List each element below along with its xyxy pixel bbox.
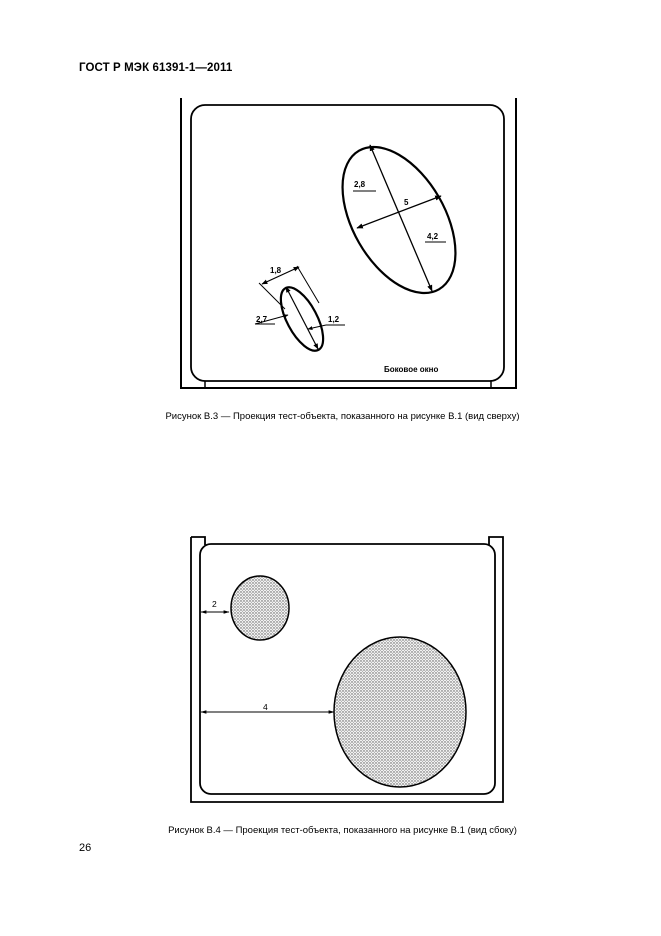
b3-outer-frame <box>181 98 516 388</box>
b3-dim-large-c: 4,2 <box>427 232 439 241</box>
b3-small-ellipse <box>255 266 345 357</box>
b3-side-window-label: Боковое окно <box>384 365 439 374</box>
figure-b3-caption: Рисунок В.3 — Проекция тест-объекта, показанного на рисунке В.1 (вид сверху) <box>165 411 520 422</box>
b3-dim-width: 1,8 <box>270 266 282 275</box>
b4-large-circle <box>201 637 466 787</box>
document-header: ГОСТ Р МЭК 61391-1—2011 <box>79 62 233 74</box>
b3-large-ellipse <box>319 128 479 313</box>
b3-dim-large-a: 2,8 <box>354 180 366 189</box>
b3-dim-small-b: 1,2 <box>328 315 340 324</box>
b3-dim-small-a: 2,7 <box>256 315 268 324</box>
figure-b4-caption: Рисунок В.4 — Проекция тест-объекта, показанного на рисунке В.1 (вид сбоку) <box>168 825 517 836</box>
b4-dim-small: 2 <box>212 599 217 609</box>
b3-dim-large-b: 5 <box>404 198 409 207</box>
b4-dim-large: 4 <box>263 702 268 712</box>
page-number: 26 <box>79 842 92 854</box>
